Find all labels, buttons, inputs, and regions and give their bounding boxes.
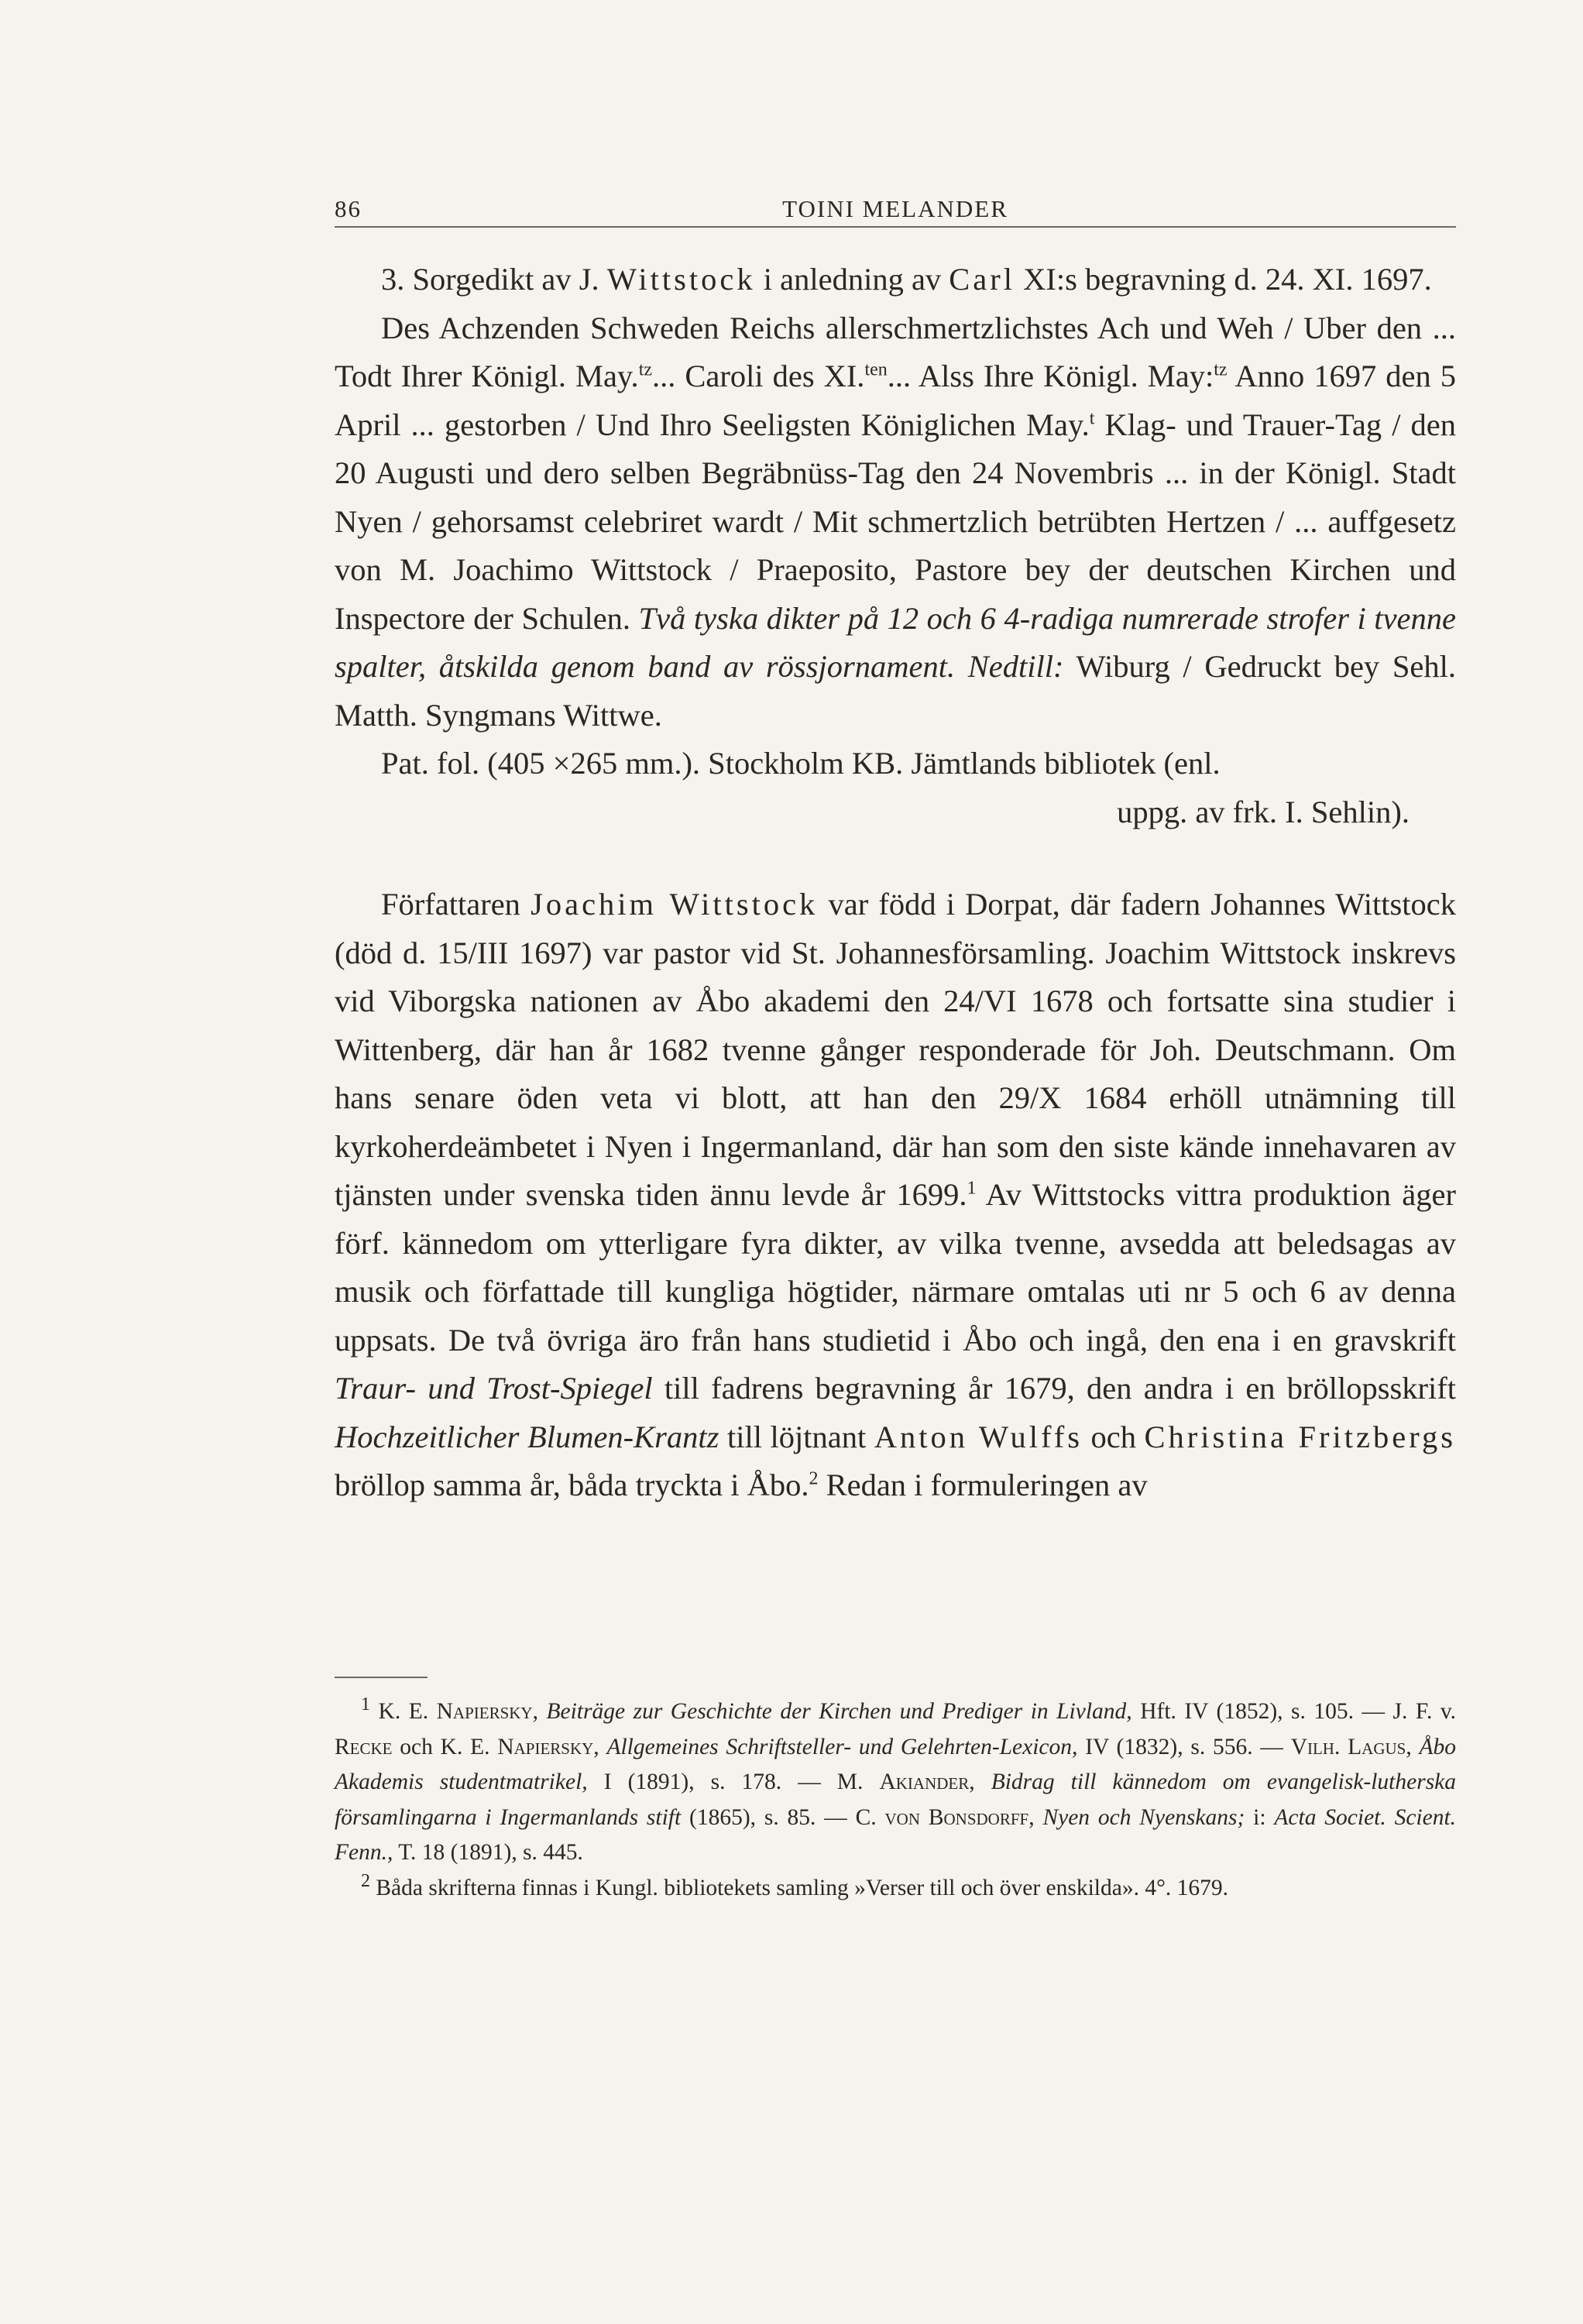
running-head: TOINI MELANDER (782, 195, 1008, 222)
entry-format-cont: uppg. av frk. I. Sehlin). (1117, 794, 1410, 829)
entry-number: 3. (381, 262, 405, 297)
entry-note: Två tyska dikter på 12 och 6 4-radiga numrerade strofer i tvenne spalter, åtskilda genom band av rössjornament. Nedtill: (335, 600, 1456, 684)
entry-format: Pat. fol. (405 ×265 mm.). Stockholm KB. Jämtlands bibliotek (enl. (381, 746, 1221, 781)
page-number: 86 (335, 195, 362, 222)
footnote-rule (335, 1677, 428, 1678)
page-header (335, 195, 1456, 228)
footnote-2: $^2$ Båda skrifterna finnas i Kungl. bibliotekets samling »Verser till och över enskilda». 4°. 1679. (361, 1870, 1228, 1900)
footnote-ref-2: 2 (809, 1468, 819, 1489)
body-paragraph: Författaren Joachim Wittstock var född i Dorpat, där fadern Johannes Wittstock (död d. 15/III 1697) var pastor vid St. Johannesförsamling. Joachim Wittstock inskrevs vid Viborgska nationen av Åbo akademi den 24/VI 1678 och fortsatte sina studier i Wittenberg, där han år 1682 tvenne gånger responderade för Joh. Deutschmann. Om hans senare öden veta vi blott, att han den 29/X 1684 erhöll utnämning till kyrkoherdeämbetet i Nyen i Ingermanland, där han som den siste kände innehavaren av tjänsten under svenska tiden ännu levde år 1699.$^1$ Av Wittstocks vittra produktion äger förf. kännedom om ytterligare fyra dikter, av vilka tvenne, avsedda att beledsagas av musik och författade till kungliga högtider, närmare omtalas uti nr 5 och 6 av denna uppsats. De två övriga äro från hans studietid i Åbo och ingå, den ena i en gravskrift Traur- und Trost-Spiegel till fadrens begravning år 1679, den andra i en bröllopsskrift Hochzeitlicher Blumen-Krantz till löjtnant Anton Wulffs och Christina Fritzbergs bröllop samma år, båda tryckta i Åbo.$^2$ Redan i formuleringen av (335, 887, 1457, 1502)
king-name: Carl (949, 262, 1016, 297)
footnotes (335, 1694, 1456, 1906)
footnote-1: $^1$ K. E. Napiersky, Beiträge zur Geschichte der Kirchen und Prediger in Livland, Hft. IV (1852), s. 105. — J. F. v. Recke och K. E. Napiersky, Allgemeines Schriftsteller- und Gelehrten-Lexicon, IV (1832), s. 556. — Vilh. Lagus, Åbo Akademis studentmatrikel, I (1891), s. 178. — M. Akiander, Bidrag till kännedom om evangelisk-lutherska församlingarna i Ingermanlands stift (1865), s. 85. — C. von Bonsdorff, Nyen och Nyenskans; i: Acta Societ. Scient. Fenn., T. 18 (1891), s. 445. (335, 1694, 1457, 1865)
footnote-ref-1: 1 (967, 1178, 977, 1199)
main-text (335, 256, 1456, 1510)
entry-description: Des Achzenden Schweden Reichs allerschmertzlichstes Ach und Weh / Uber den ... Todt Ihrer Königl. May.$^{tz}$... Caroli des XI.$^{ten}$... Alss Ihre Königl. May:$^{tz}$ Anno 1697 den 5 April ... gestorben / Und Ihro Seeligsten Königlichen May.$^t$ Klag- und Trauer-Tag / den 20 Augusti und dero selben Begräbnüss-Tag den 24 Novembris ... in der Königl. Stadt Nyen / gehorsamst celebriret wardt / Mit schmertzlich betrübten Hertzen / ... auffgesetz von M. Joachimo Wittstock / Praeposito, Pastore bey der deutschen Kirchen und Inspectore der Schulen. Två tyska dikter på 12 och 6 4-radiga numrerade strofer i tvenne spalter, åtskilda genom band av rössjornament. Nedtill: Wiburg / Gedruckt bey Sehl. Matth. Syngmans Wittwe. (335, 310, 1457, 733)
author-name: Wittstock (606, 262, 756, 297)
catalog-entry: 3. Sorgedikt av J. Wittstock i anledning av Carl XI:s begravning d. 24. XI. 1697. (381, 262, 1432, 297)
